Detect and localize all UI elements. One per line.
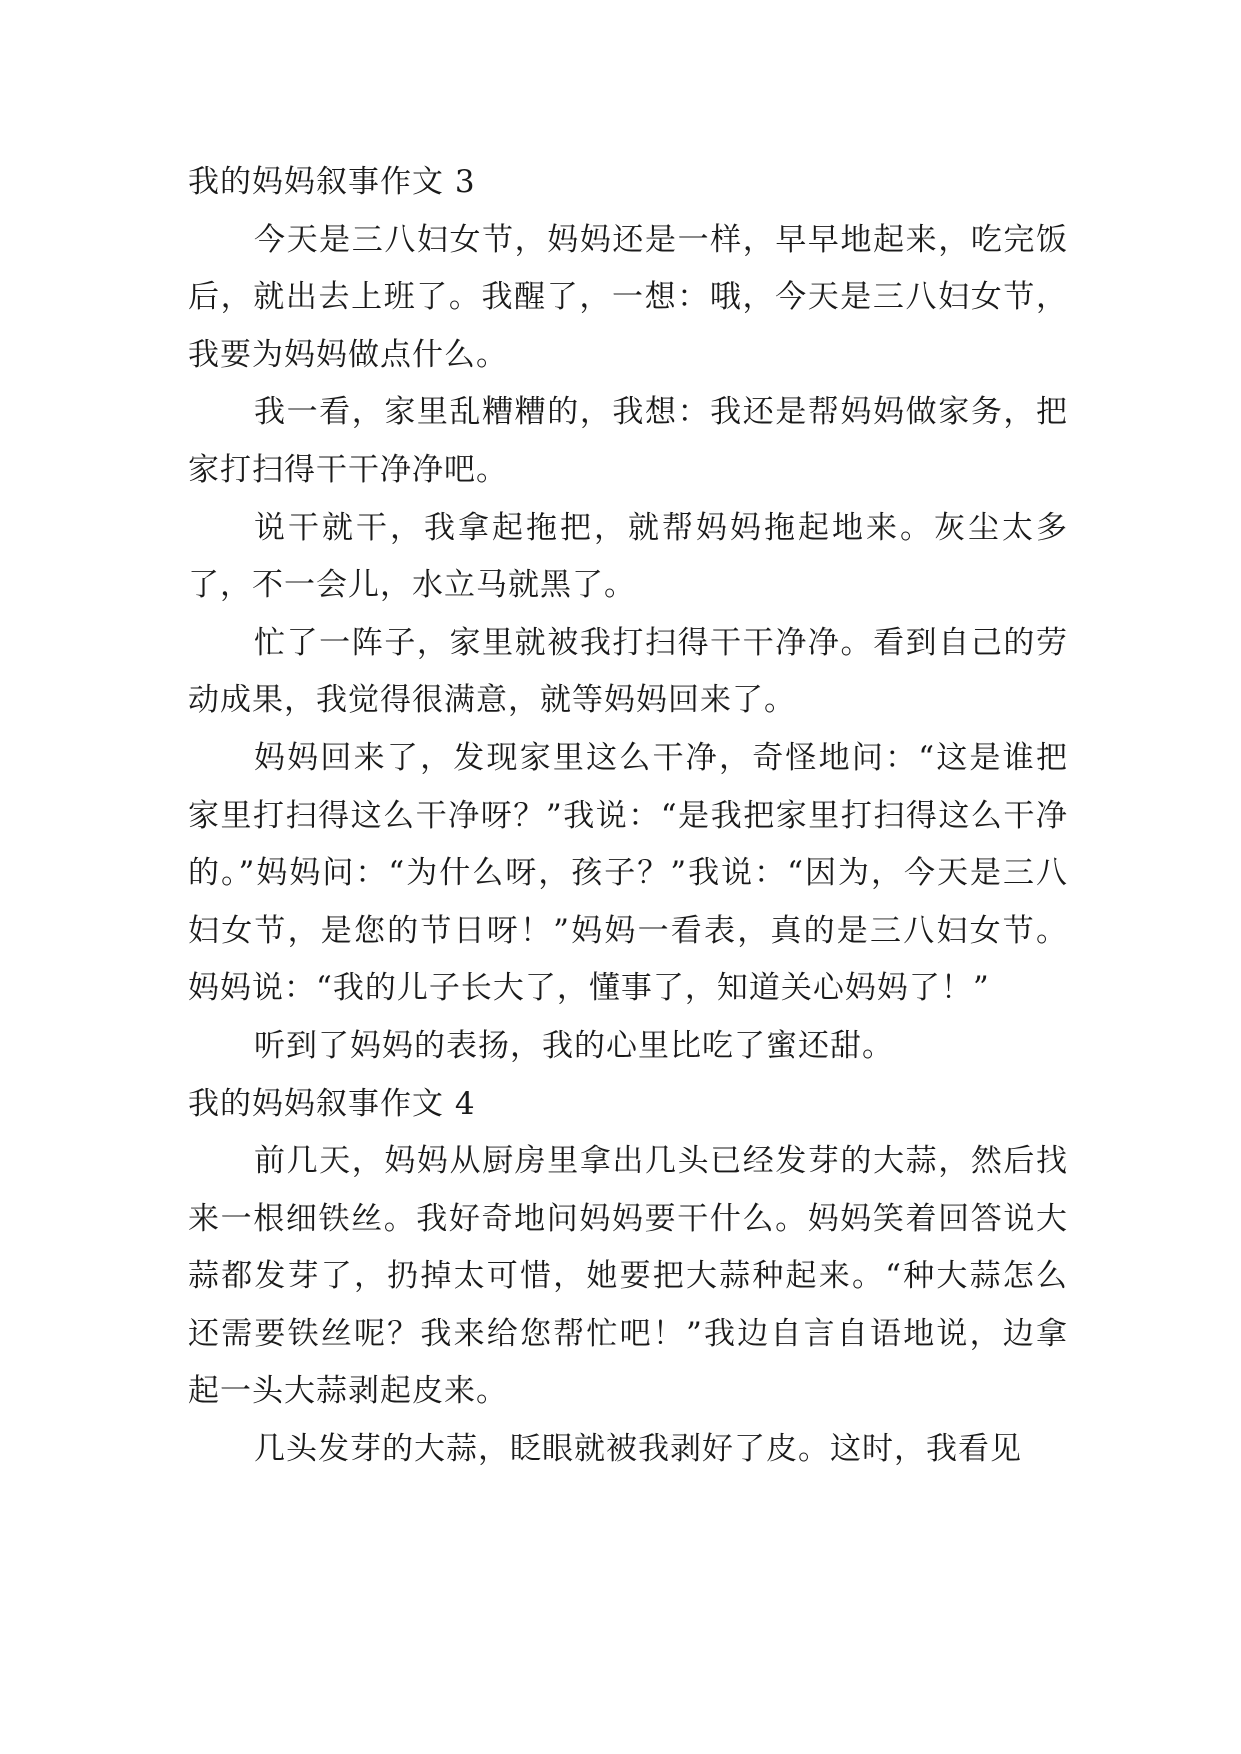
paragraph: 前几天，妈妈从厨房里拿出几头已经发芽的大蒜，然后找来一根细铁丝。我好奇地问妈妈要干什么。妈妈笑着回答说大蒜都发芽了，扔掉太可惜，她要把大蒜种起来。“种大蒜怎么还需要铁丝呢？我来给您帮忙吧！”我边自言自语地说，边拿起一头大蒜剥起皮来。 (188, 1143, 1068, 1410)
document-body (188, 154, 1068, 1479)
paragraph: 今天是三八妇女节，妈妈还是一样，早早地起来，吃完饭后，就出去上班了。我醒了，一想：哦，今天是三八妇女节，我要为妈妈做点什么。 (188, 221, 1068, 373)
paragraph: 听到了妈妈的表扬，我的心里比吃了蜜还甜。 (254, 1027, 894, 1064)
paragraph: 我一看，家里乱糟糟的，我想：我还是帮妈妈做家务，把家打扫得干干净净吧。 (188, 394, 1068, 488)
paragraph: 妈妈回来了，发现家里这么干净，奇怪地问：“这是谁把家里打扫得这么干净呀？”我说：“是我把家里打扫得这么干净的。”妈妈问：“为什么呀，孩子？”我说：“因为，今天是三八妇女节，是您的节日呀！”妈妈一看表，真的是三八妇女节。妈妈说：“我的儿子长大了，懂事了，知道关心妈妈了！” (188, 739, 1068, 1007)
paragraph: 说干就干，我拿起拖把，就帮妈妈拖起地来。灰尘太多了，不一会儿，水立马就黑了。 (188, 509, 1068, 604)
section-title: 我的妈妈叙事作文 4 (188, 1085, 476, 1122)
paragraph: 几头发芽的大蒜，眨眼就被我剥好了皮。这时，我看见 (254, 1431, 1022, 1468)
paragraph: 忙了一阵子，家里就被我打扫得干干净净。看到自己的劳动成果，我觉得很满意，就等妈妈回来了。 (188, 624, 1068, 719)
section-title: 我的妈妈叙事作文 3 (188, 164, 476, 200)
